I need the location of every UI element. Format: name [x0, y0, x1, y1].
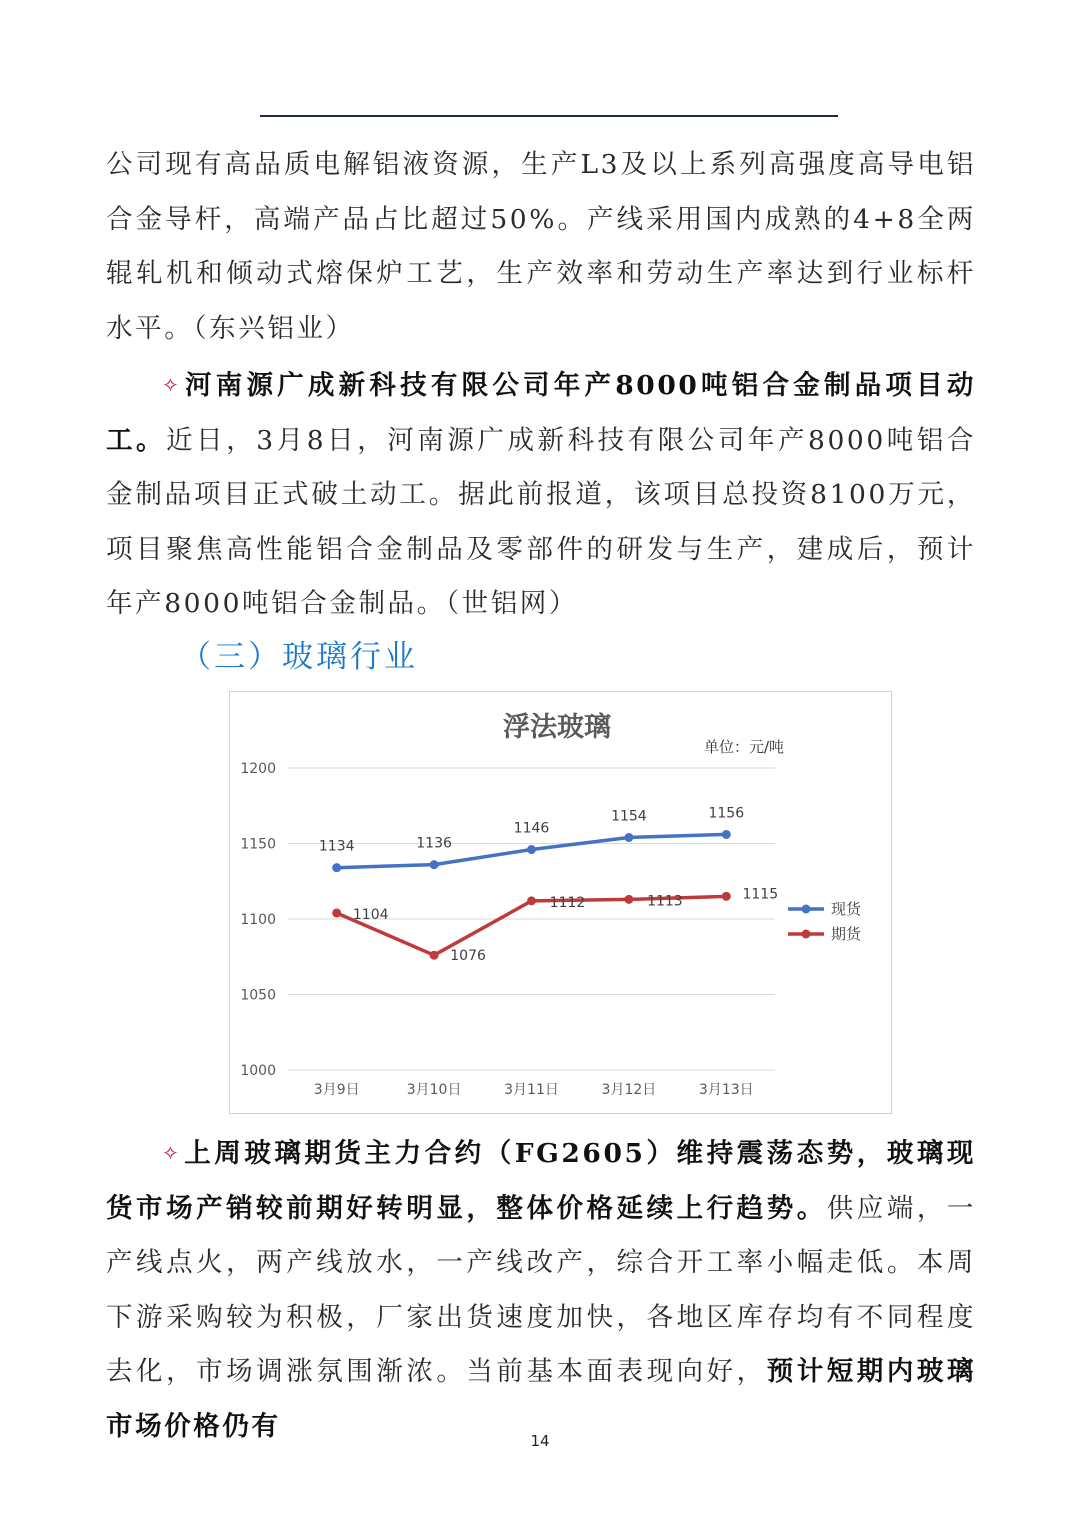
data-label: 1115: [742, 886, 779, 903]
paragraph-glass-market: [106, 1126, 976, 1454]
y-tick-label: 1050: [240, 987, 276, 1004]
x-tick-label: 3月12日: [601, 1082, 657, 1098]
data-label: 1136: [416, 835, 452, 852]
data-label: 1076: [450, 948, 486, 965]
y-tick-label: 1200: [240, 761, 276, 777]
chart-canvas: [230, 692, 891, 1113]
y-tick-label: 1100: [240, 912, 276, 928]
data-point: [527, 845, 536, 854]
chart-title: 浮法玻璃: [503, 712, 611, 743]
data-label: 1154: [611, 808, 647, 825]
paragraph-headline: 上周玻璃期货主力合约（FG2605）维持震荡态势，玻璃现货市场产销较前期好转明显，整体价格延续上行趋势。: [106, 1138, 976, 1224]
legend-label: 现货: [831, 900, 862, 918]
data-point: [430, 951, 439, 960]
paragraph-henan-project: [106, 358, 976, 632]
data-point: [624, 895, 633, 904]
paragraph-text: 供应端，一产线点火，两产线放水，一产线改产，综合开工率小幅走低。本周下游采购较为积极，厂家出货速度加快，各地区库存均有不同程度去化，市场调涨氛围渐浓。当前基本面表现向好，: [106, 1192, 976, 1387]
y-tick-label: 1000: [240, 1063, 276, 1079]
x-tick-label: 3月9日: [313, 1082, 360, 1098]
data-label: 1156: [708, 805, 745, 822]
data-point: [527, 896, 536, 905]
x-tick-label: 3月11日: [504, 1082, 559, 1098]
chart-series-group: [319, 805, 778, 964]
diamond-bullet-icon: ✧: [162, 1141, 182, 1165]
chart-unit-label: 单位：元/吨: [704, 738, 785, 756]
data-label: 1112: [549, 894, 586, 911]
chart-x-axis: [314, 1082, 754, 1098]
data-point: [624, 833, 633, 842]
data-point: [332, 863, 341, 872]
legend-label: 期货: [831, 925, 862, 943]
data-point: [722, 892, 731, 901]
paragraph-headline: 河南源广成新科技有限公司年产8000吨铝合金制品项目动工。: [106, 370, 976, 456]
x-tick-label: 3月13日: [698, 1082, 754, 1098]
paragraph-text: 近日，3月8日，河南源广成新科技有限公司年产8000吨铝合金制品项目正式破土动工。据此前报道，该项目总投资8100万元，项目聚焦高性能铝合金制品及零部件的研发与生产，建成后，预计年产8000吨铝合金制品。（世铝网）: [106, 424, 976, 619]
float-glass-chart: [229, 691, 892, 1114]
data-label: 1146: [513, 820, 550, 837]
paragraph-donghing: [106, 138, 976, 356]
legend-swatch-marker: [802, 905, 811, 914]
paragraph-conclusion: 预计短期内玻璃市场价格仍有: [106, 1356, 976, 1442]
data-point: [722, 830, 731, 839]
data-point: [430, 860, 439, 869]
section-heading-glass: （三）玻璃行业: [180, 639, 418, 675]
chart-legend: [788, 900, 862, 943]
paragraph-text: 公司现有高品质电解铝液资源，生产L3及以上系列高强度高导电铝合金导杆，高端产品占比超过50%。产线采用国内成熟的4+8全两辊轧机和倾动式熔保炉工艺，生产效率和劳动生产率达到行业标杆水平。（东兴铝业）: [106, 149, 976, 344]
diamond-bullet-icon: ✧: [162, 373, 182, 397]
chart-y-axis: [240, 761, 276, 1079]
legend-swatch-marker: [802, 930, 811, 939]
x-tick-label: 3月10日: [406, 1082, 462, 1098]
page-number: 14: [530, 1432, 550, 1450]
data-label: 1104: [352, 906, 389, 923]
y-tick-label: 1150: [240, 836, 276, 853]
data-point: [332, 908, 341, 917]
data-label: 1134: [318, 838, 355, 855]
data-label: 1113: [647, 893, 683, 910]
header-rule: [260, 115, 838, 117]
